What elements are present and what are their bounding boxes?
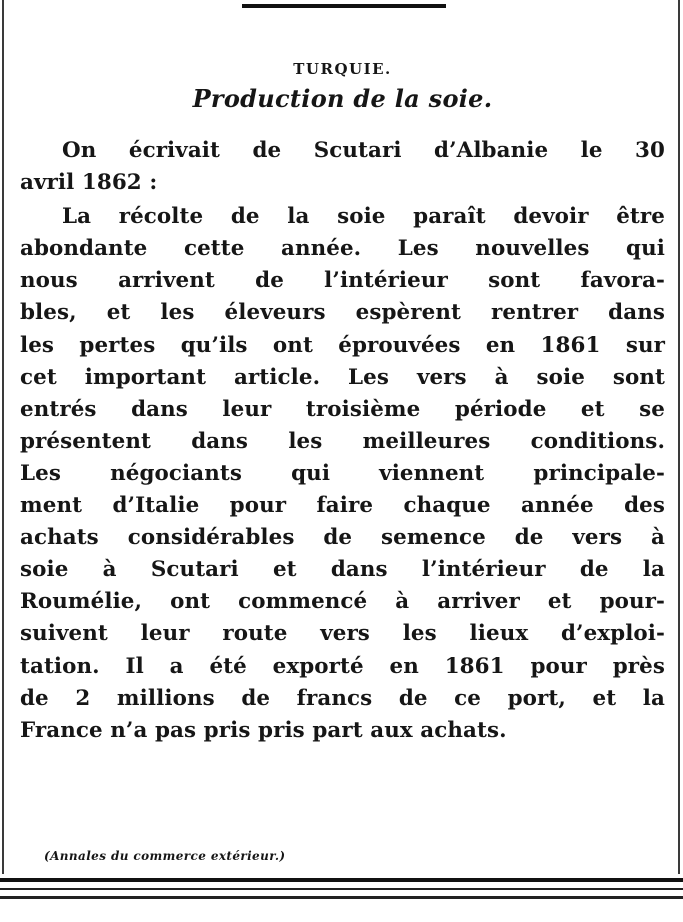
section-country-heading: TURQUIE. xyxy=(293,60,392,78)
left-column-rule xyxy=(2,0,4,874)
body-line: Roumélie, ont commencé à arriver et pour- xyxy=(20,589,665,615)
body-line: les pertes qu’ils ont éprouvées en 1861 sur xyxy=(20,332,665,358)
bottom-separator-rule xyxy=(0,878,683,882)
top-separator-rule xyxy=(242,4,446,8)
body-line: entrés dans leur troisième période et se xyxy=(20,396,665,422)
body-line: présentent dans les meilleures conditions. xyxy=(20,428,665,454)
intro-paragraph xyxy=(20,135,665,199)
body-line: bles, et les éleveurs espèrent rentrer dans xyxy=(20,300,665,326)
body-line: nous arrivent de l’intérieur sont favora- xyxy=(20,268,665,294)
body-line: tation. Il a été exporté en 1861 pour près xyxy=(20,653,665,679)
body-line: cet important article. Les vers à soie sont xyxy=(20,364,665,390)
right-column-rule xyxy=(678,0,680,874)
bottom-separator-rule xyxy=(0,896,683,899)
body-line: soie à Scutari et dans l’intérieur de la xyxy=(20,557,665,583)
article-headline: Production de la soie. xyxy=(192,84,493,113)
bottom-separator-rule xyxy=(0,888,683,890)
body-line: achats considérables de semence de vers à xyxy=(20,525,665,551)
body-line: suivent leur route vers les lieux d’exploi- xyxy=(20,621,665,647)
body-line: de 2 millions de francs de ce port, et la xyxy=(20,685,665,711)
body-line: ment d’Italie pour faire chaque année des xyxy=(20,493,665,519)
source-citation: (Annales du commerce extérieur.) xyxy=(44,849,286,863)
intro-line: avril 1862 : xyxy=(20,170,158,196)
article xyxy=(20,58,665,747)
intro-line: On écrivait de Scutari d’Albanie le 30 xyxy=(62,138,665,163)
body-line: France n’a pas pris pris part aux achats. xyxy=(20,717,507,743)
body-line: La récolte de la soie paraît devoir être xyxy=(62,204,665,230)
body-paragraph xyxy=(20,201,665,747)
body-line: Les négociants qui viennent principale- xyxy=(20,460,665,486)
body-line: abondante cette année. Les nouvelles qui xyxy=(20,236,665,262)
